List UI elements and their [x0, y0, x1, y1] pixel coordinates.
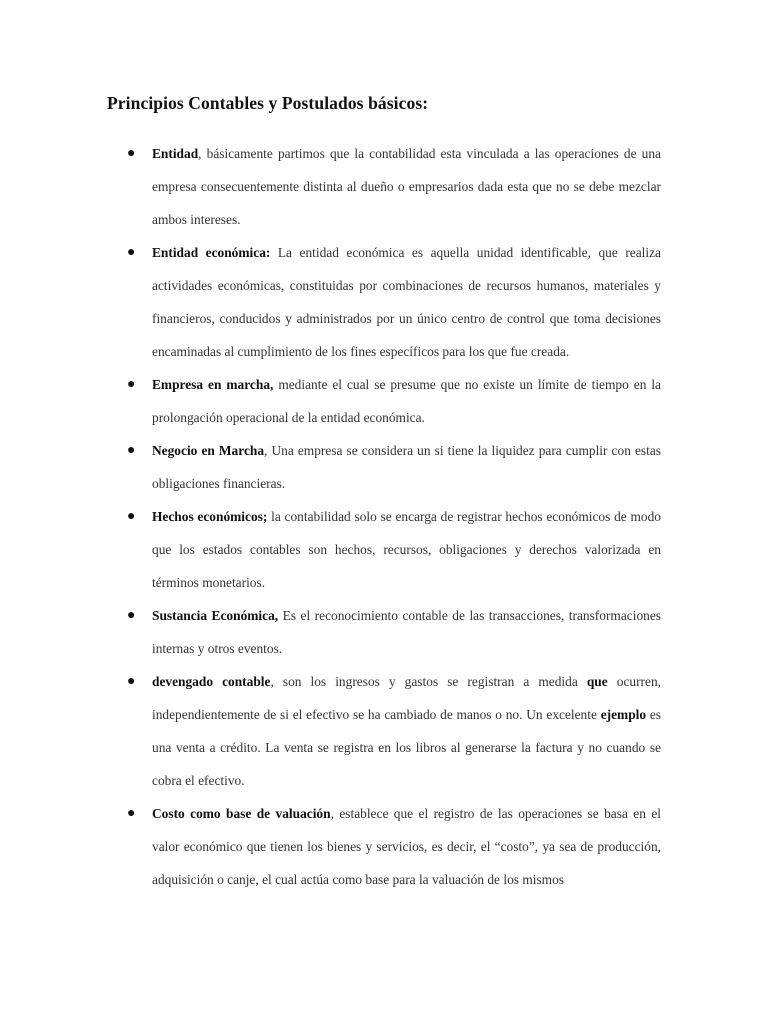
- item-term: Entidad: [152, 146, 199, 161]
- item-description: , establece que el registro de las operaciones se basa en el valor económico que tienen los bienes y servicios, es decir, el “costo”, ya sea de producción, adquisición o canje, el cual actúa como base para la valuación de los mismos: [152, 806, 661, 887]
- list-item-costo-base-valuacion: [0, 797, 768, 896]
- bullet-icon: ●: [127, 509, 136, 524]
- item-text: [152, 368, 661, 434]
- list-item-entidad: [0, 137, 768, 236]
- item-term: Costo como base de valuación: [152, 806, 331, 821]
- item-text: [152, 797, 661, 896]
- principles-list: [0, 137, 768, 896]
- item-text: [152, 665, 661, 797]
- bullet-icon: ●: [127, 377, 136, 392]
- item-text: [152, 137, 661, 236]
- item-description: , Una empresa se considera un si tiene la liquidez para cumplir con estas obligaciones financieras.: [152, 443, 661, 491]
- item-term: Hechos económicos;: [152, 509, 268, 524]
- bullet-icon: ●: [127, 806, 136, 821]
- item-description: , básicamente partimos que la contabilidad esta vinculada a las operaciones de una empresa consecuentemente distinta al dueño o empresarios dada esta que no se debe mezclar ambos intereses.: [152, 146, 661, 227]
- bullet-icon: ●: [127, 146, 136, 161]
- item-description: La entidad económica es aquella unidad identificable, que realiza actividades económicas, constituidas por combinaciones de recursos humanos, materiales y financieros, conducidos y administrados por un único centro de control que toma decisiones encaminadas al cumplimiento de los fines específicos para los que fue creada.: [152, 245, 661, 359]
- item-description: , son los ingresos y gastos se registran a medida: [270, 674, 587, 689]
- item-term: Negocio en Marcha: [152, 443, 265, 458]
- bullet-icon: ●: [127, 674, 136, 689]
- item-term: devengado contable: [152, 674, 271, 689]
- bullet-icon: ●: [127, 443, 136, 458]
- item-text: [152, 434, 661, 500]
- page-title: Principios Contables y Postulados básicos:: [107, 93, 429, 113]
- item-term: Entidad económica:: [152, 245, 271, 260]
- list-item-empresa-en-marcha: [0, 368, 768, 434]
- item-description-continued: ocurren, independientemente de si el efectivo se ha cambiado de manos o no. Un excelente: [152, 674, 661, 722]
- list-item-devengado-contable: [0, 665, 768, 797]
- list-item-sustancia-economica: [0, 599, 768, 665]
- item-text: [152, 500, 661, 599]
- bullet-icon: ●: [127, 245, 136, 260]
- bullet-icon: ●: [127, 608, 136, 623]
- item-description: la contabilidad solo se encarga de registrar hechos económicos de modo que los estados contables son hechos, recursos, obligaciones y derechos valorizada en términos monetarios.: [152, 509, 661, 590]
- item-term: Sustancia Económica,: [152, 608, 279, 623]
- item-term: Empresa en marcha,: [152, 377, 274, 392]
- item-description: mediante el cual se presume que no existe un límite de tiempo en la prolongación operacional de la entidad económica.: [152, 377, 662, 425]
- list-item-hechos-economicos: [0, 500, 768, 599]
- item-emphasis: que: [586, 674, 608, 689]
- item-emphasis: ejemplo: [600, 707, 647, 722]
- list-item-negocio-en-marcha: [0, 434, 768, 500]
- item-description-end: es una venta a crédito. La venta se registra en los libros al generarse la factura y no cuando se cobra el efectivo.: [152, 707, 661, 788]
- item-text: [152, 236, 661, 368]
- list-item-entidad-economica: [0, 236, 768, 368]
- item-text: [152, 599, 661, 665]
- item-description: Es el reconocimiento contable de las transacciones, transformaciones internas y otros eventos.: [152, 608, 661, 656]
